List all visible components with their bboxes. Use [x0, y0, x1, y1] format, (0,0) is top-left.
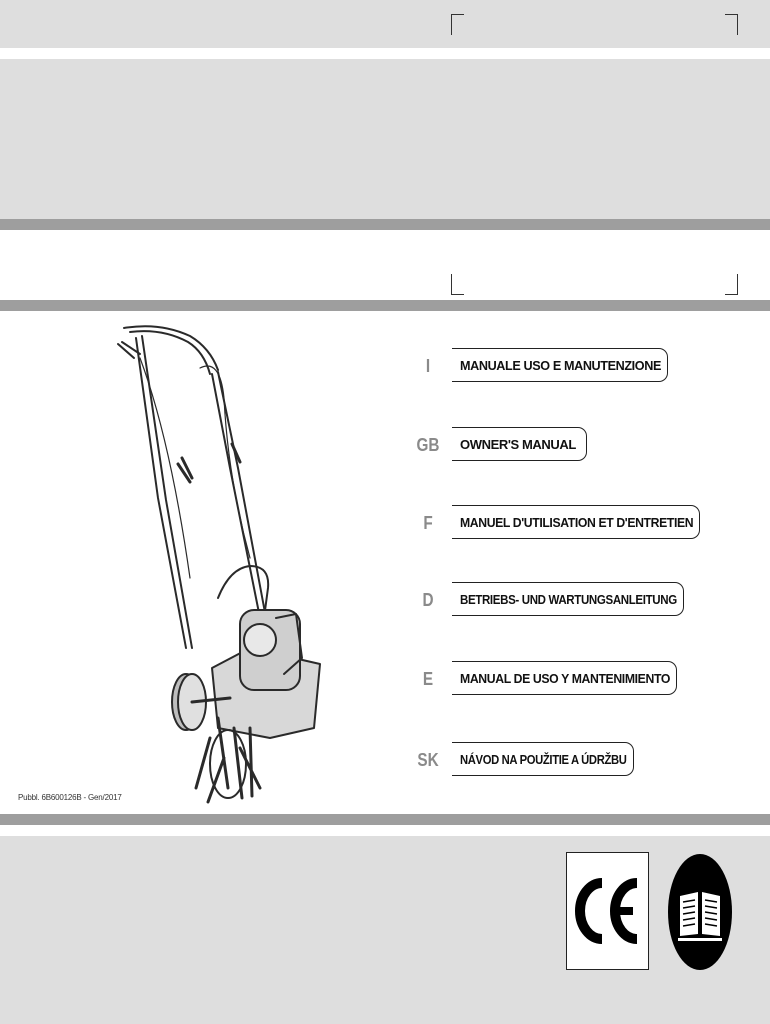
language-title-frame — [452, 427, 587, 461]
language-code: F — [423, 513, 433, 533]
language-title: MANUALE USO E MANUTENZIONE — [460, 358, 661, 373]
crop-mark-top-left — [451, 14, 464, 35]
crop-mark-bottom-right — [725, 274, 738, 295]
crop-mark-bottom-left — [451, 274, 464, 295]
crop-mark-top-right — [725, 14, 738, 35]
header-rule — [0, 219, 770, 230]
language-code: SK — [417, 750, 439, 770]
language-code: D — [422, 590, 434, 610]
tiller-illustration — [100, 318, 340, 813]
language-title-frame — [452, 742, 634, 776]
language-title-frame — [452, 582, 684, 616]
header-band — [0, 59, 770, 219]
language-title-frame — [452, 505, 700, 539]
read-manual-icon — [666, 852, 734, 972]
language-title: BETRIEBS- UND WARTUNGSANLEITUNG — [460, 592, 677, 607]
ce-logo — [567, 853, 647, 968]
content-top-rule — [0, 300, 770, 311]
language-title-frame — [452, 661, 677, 695]
language-title: NÁVOD NA POUŽITIE A ÚDRŽBU — [460, 752, 627, 767]
language-title: OWNER'S MANUAL — [460, 437, 576, 452]
language-code: I — [425, 356, 431, 376]
language-code: E — [422, 669, 434, 689]
language-title-frame — [452, 348, 668, 382]
language-title: MANUAL DE USO Y MANTENIMIENTO — [460, 671, 670, 686]
publication-code: Pubbl. 6B600126B - Gen/2017 — [18, 793, 122, 802]
ce-mark — [566, 852, 649, 970]
language-title: MANUEL D'UTILISATION ET D'ENTRETIEN — [460, 515, 694, 530]
top-band — [0, 0, 770, 48]
footer-band — [0, 836, 770, 1024]
language-code: GB — [416, 435, 440, 455]
content-bottom-rule — [0, 814, 770, 825]
